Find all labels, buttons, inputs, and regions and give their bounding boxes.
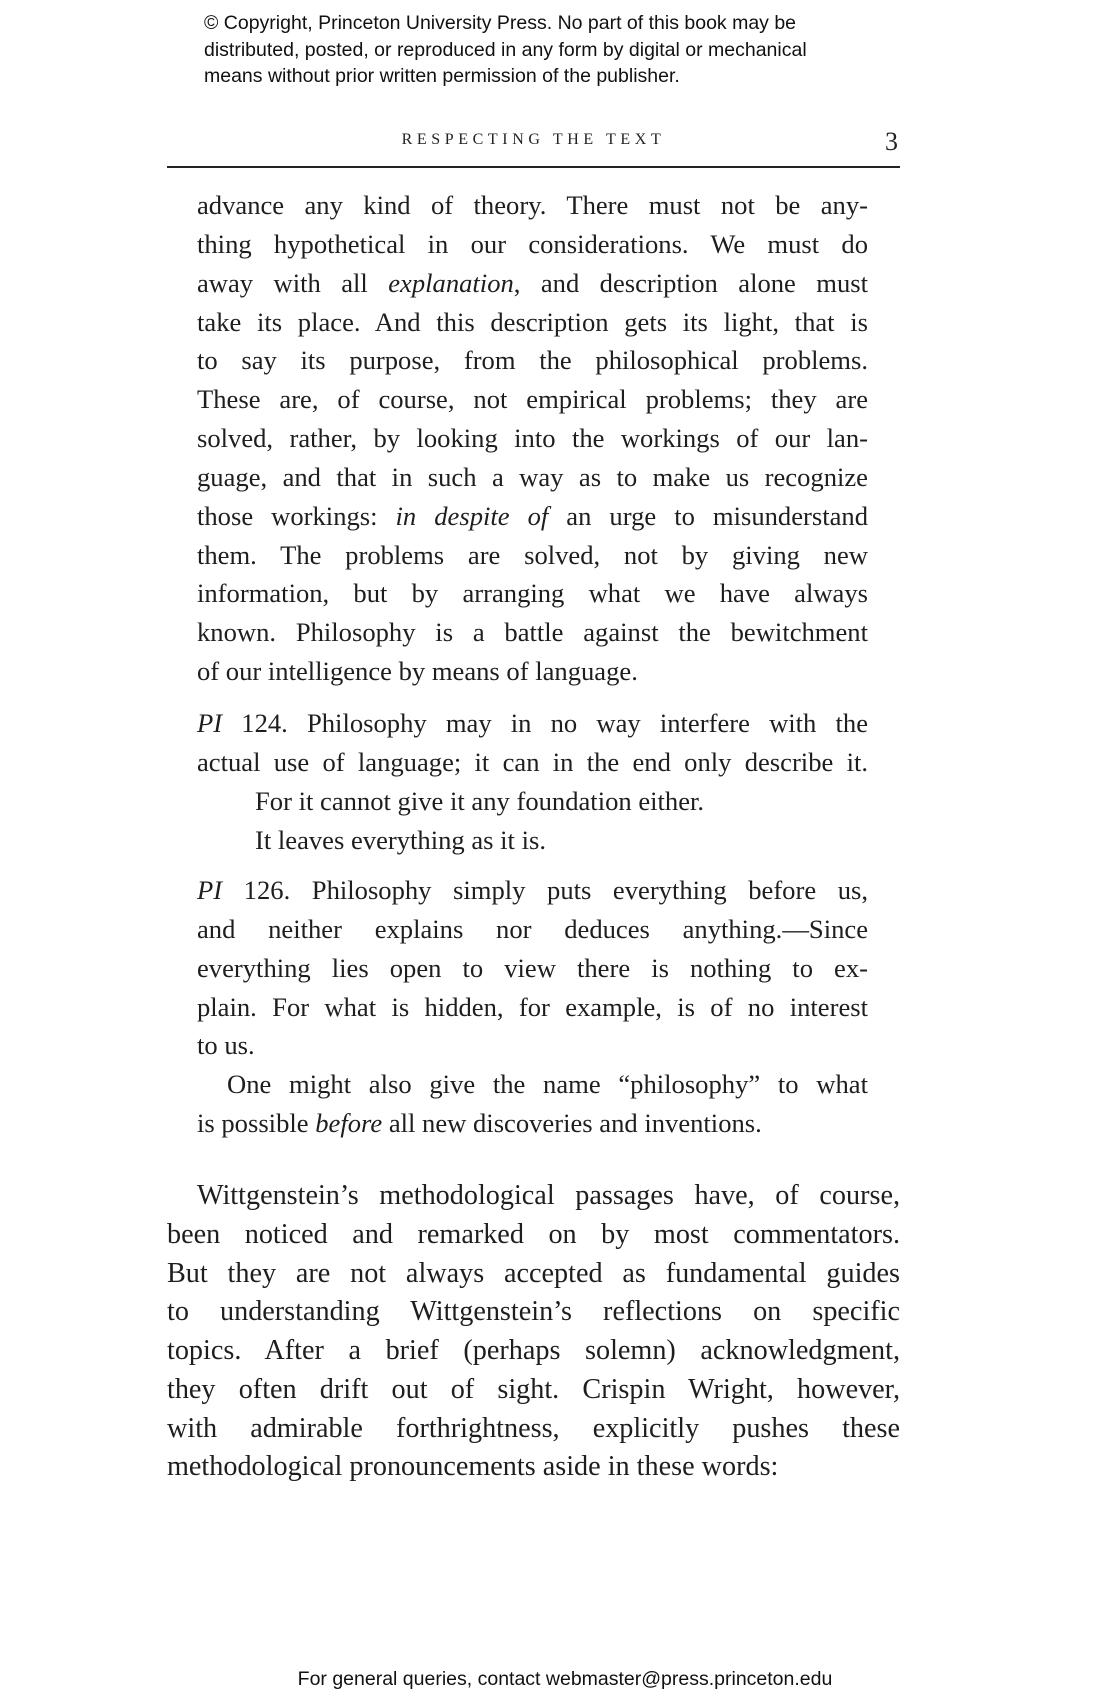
text: plain. For what is hidden, for example, is of no interest — [197, 991, 868, 1022]
block-quote-pi-126 — [197, 871, 868, 1143]
text: information, but by arranging what we have always — [197, 578, 868, 609]
quote-line — [197, 652, 868, 691]
emphasis: before — [315, 1108, 383, 1139]
quote-line — [197, 988, 868, 1027]
work-abbreviation: PI — [197, 875, 223, 905]
text: those workings: — [197, 500, 396, 531]
quote-line — [197, 871, 868, 910]
quote-line — [197, 1104, 868, 1143]
text: to say its purpose, from the philosophical problems. — [197, 345, 868, 376]
text: thing hypothetical in our considerations. We must do — [197, 228, 868, 259]
text: It leaves everything as it is. — [255, 824, 546, 855]
quote-line — [197, 574, 868, 613]
text: is possible — [197, 1108, 316, 1139]
text: For it cannot give it any foundation either. — [255, 785, 705, 816]
quote-line — [197, 341, 868, 380]
quote-line — [197, 613, 868, 652]
text: of our intelligence by means of language. — [197, 656, 638, 687]
block-quote-pi-109 — [197, 186, 868, 691]
emphasis: in despite of — [395, 500, 549, 531]
text: them. The problems are solved, not by giving new — [197, 539, 868, 570]
copyright-notice — [204, 10, 924, 90]
quote-line — [197, 1026, 868, 1065]
text: everything lies open to view there is nothing to ex- — [197, 952, 868, 983]
quote-line — [197, 458, 868, 497]
text: to us. — [197, 1030, 255, 1061]
quote-line — [197, 949, 868, 988]
quote-line — [197, 536, 868, 575]
copyright-line: means without prior written permission of the publisher. — [204, 65, 680, 87]
body-line: with admirable forthrightness, explicitly pushes these — [167, 1412, 900, 1444]
quote-line — [197, 186, 868, 225]
text: , and description alone must — [513, 267, 868, 298]
header-rule — [167, 166, 900, 168]
text: guage, and that in such a way as to make us recognize — [197, 461, 868, 492]
work-abbreviation: PI — [197, 708, 223, 738]
text: These are, of course, not empirical problems; they are — [197, 384, 868, 415]
footer-text: For general queries, contact webmaster@press.princeton.edu — [297, 1668, 833, 1690]
text: One might also give the name “philosophy” to what — [227, 1069, 868, 1100]
body-line: methodological pronouncements aside in these words: — [167, 1451, 779, 1483]
page-number: 3 — [885, 127, 898, 156]
text: take its place. And this description gets its light, that is — [197, 306, 868, 337]
body-line: been noticed and remarked on by most commentators. — [167, 1218, 900, 1250]
body-line: Wittgenstein’s methodological passages have, of course, — [197, 1180, 900, 1211]
quote-line — [197, 1065, 868, 1104]
text: advance any kind of theory. There must not be any- — [197, 190, 868, 220]
text: known. Philosophy is a battle against the bewitchment — [197, 617, 868, 648]
quote-line — [197, 743, 868, 782]
quote-line — [197, 821, 868, 860]
copyright-line: distributed, posted, or reproduced in any form by digital or mechanical — [204, 38, 807, 61]
copyright-line: © Copyright, Princeton University Press. No part of this book may be — [204, 12, 797, 34]
quote-line — [197, 782, 868, 821]
quote-line — [197, 910, 868, 949]
running-head-title: RESPECTING THE TEXT — [401, 131, 666, 148]
quote-line — [197, 497, 868, 536]
body-line: But they are not always accepted as fundamental guides — [167, 1257, 900, 1289]
body-line: to understanding Wittgenstein’s reflections on specific — [167, 1296, 900, 1328]
body-line: topics. After a brief (perhaps solemn) acknowledgment, — [167, 1335, 900, 1366]
text: solved, rather, by looking into the workings of our lan- — [197, 423, 868, 454]
quote-line — [197, 225, 868, 264]
quote-line — [197, 264, 868, 303]
emphasis: explanation — [388, 267, 514, 298]
body-line: they often drift out of sight. Crispin Wright, however, — [167, 1373, 900, 1405]
quote-line — [197, 303, 868, 342]
text: 126. Philosophy simply puts everything before us, — [222, 875, 868, 905]
text: all new discoveries and inventions. — [382, 1108, 762, 1139]
footer-contact — [0, 1668, 1100, 1691]
quote-line — [197, 380, 868, 419]
text: an urge to misunderstand — [548, 500, 869, 531]
text: and neither explains nor deduces anything.—Since — [197, 913, 868, 944]
text: 124. Philosophy may in no way interfere with the — [222, 708, 868, 738]
block-quote-pi-124 — [197, 704, 868, 859]
body-paragraph — [167, 1177, 900, 1487]
running-head — [167, 128, 900, 168]
quote-line — [197, 704, 868, 743]
text: actual use of language; it can in the end only describe it. — [197, 746, 868, 777]
text: away with all — [197, 267, 389, 298]
quote-line — [197, 419, 868, 458]
